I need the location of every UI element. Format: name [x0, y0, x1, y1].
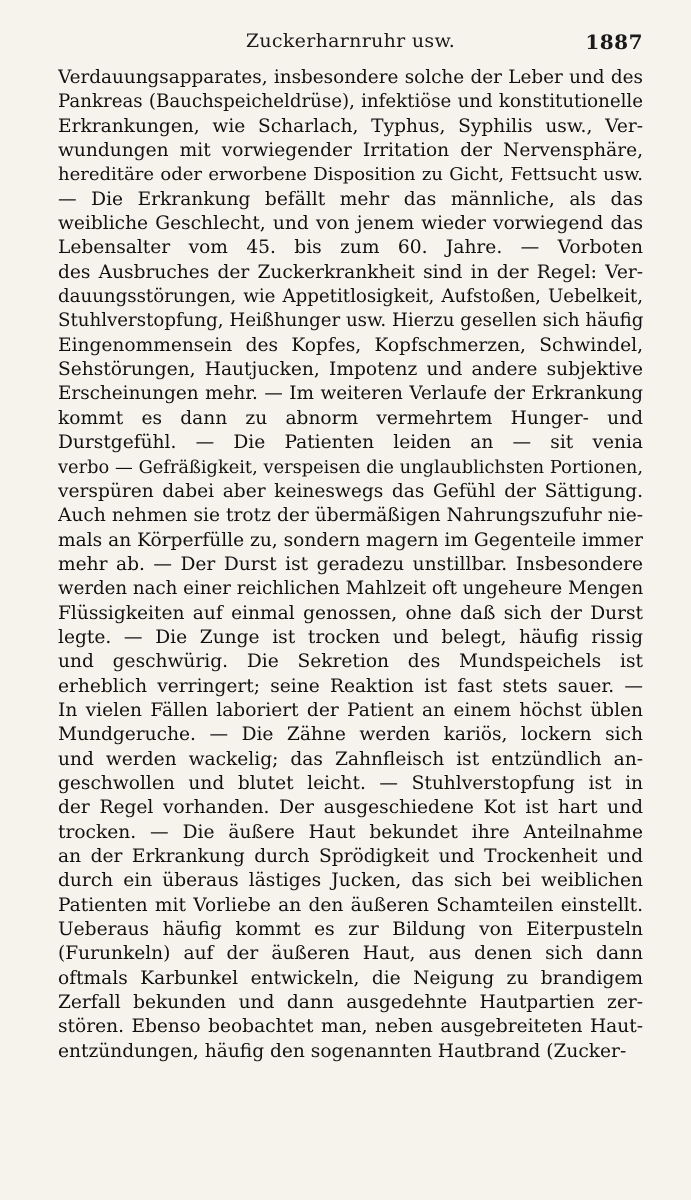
running-header [58, 30, 643, 58]
text-line: Eingenommensein des Kopfes, Kopfschmerzen, Schwindel, [58, 334, 643, 356]
body-text [58, 66, 643, 1064]
text-line: Durstgefühl. — Die Patienten leiden an — sit venia [58, 432, 643, 454]
text-line: — Die Erkrankung befällt mehr das männliche, als das [58, 188, 643, 210]
text-line: Flüssigkeiten auf einmal genossen, ohne daß sich der Durst [58, 602, 643, 624]
text-line: legte. — Die Zunge ist trocken und belegt, häufig rissig [58, 626, 643, 648]
text-line: Auch nehmen sie trotz der übermäßigen Nahrungszufuhr nie- [58, 505, 643, 527]
text-line: Erscheinungen mehr. — Im weiteren Verlaufe der Erkrankung [58, 383, 643, 405]
text-line: der Regel vorhanden. Der ausgeschiedene Kot ist hart und [58, 797, 643, 819]
text-line: durch ein überaus lästiges Jucken, das sich bei weiblichen [58, 870, 643, 892]
text-line: Mundgeruche. — Die Zähne werden kariös, lockern sich [58, 724, 643, 746]
page-number: 1887 [585, 30, 643, 54]
text-line: Sehstörungen, Hautjucken, Impotenz und andere subjektive [58, 359, 643, 381]
text-line: Lebensalter vom 45. bis zum 60. Jahre. — Vorboten [58, 237, 643, 259]
text-line: kommt es dann zu abnorm vermehrtem Hunger- und [58, 407, 643, 429]
text-line: an der Erkrankung durch Sprödigkeit und Trockenheit und [58, 846, 643, 867]
running-title: Zuckerharnruhr usw. [245, 30, 456, 52]
text-line: entzündungen, häufig den sogenannten Hautbrand (Zucker- [58, 1040, 627, 1062]
text-line: Erkrankungen, wie Scharlach, Typhus, Syphilis usw., Ver- [58, 115, 643, 137]
text-line: mehr ab. — Der Durst ist geradezu unstillbar. Insbesondere [58, 553, 643, 575]
text-line: Stuhlverstopfung, Heißhunger usw. Hierzu gesellen sich häufig [58, 310, 643, 332]
text-line: mals an Körperfülle zu, sondern magern im Gegenteile immer [58, 529, 643, 551]
text-line: Ueberaus häufig kommt es zur Bildung von Eiterpusteln [58, 919, 643, 941]
text-line: Patienten mit Vorliebe an den äußeren Schamteilen einstellt. [58, 894, 643, 916]
text-line: Zerfall bekunden und dann ausgedehnte Hautpartien zer- [58, 992, 643, 1014]
text-line: verspüren dabei aber keineswegs das Gefühl der Sättigung. [58, 480, 643, 502]
text-line: erheblich verringert; seine Reaktion ist fast stets sauer. — [58, 675, 643, 697]
text-line: und geschwürig. Die Sekretion des Mundspeichels ist [58, 651, 643, 673]
text-line: geschwollen und blutet leicht. — Stuhlverstopfung ist in [58, 772, 643, 794]
text-line: Pankreas (Bauchspeicheldrüse), infektiöse und konstitutionelle [58, 91, 643, 113]
text-line: In vielen Fällen laboriert der Patient an einem höchst üblen [58, 699, 643, 721]
text-line: werden nach einer reichlichen Mahlzeit oft ungeheure Mengen [58, 578, 643, 600]
text-line: verbo — Gefräßigkeit, verspeisen die unglaublichsten Portionen, [58, 456, 643, 478]
text-line: (Furunkeln) auf der äußeren Haut, aus denen sich dann [58, 943, 643, 965]
text-line: wundungen mit vorwiegender Irritation der Nervensphäre, [58, 140, 643, 162]
text-line: hereditäre oder erworbene Disposition zu Gicht, Fettsucht usw. [58, 164, 643, 186]
text-line: des Ausbruches der Zuckerkrankheit sind in der Regel: Ver- [58, 261, 643, 283]
text-line: Verdauungsapparates, insbesondere solche der Leber und des [58, 67, 643, 88]
text-line: stören. Ebenso beobachtet man, neben ausgebreiteten Haut- [58, 1016, 643, 1038]
text-line: und werden wackelig; das Zahnfleisch ist entzündlich an- [58, 748, 643, 770]
text-line: trocken. — Die äußere Haut bekundet ihre Anteilnahme [58, 821, 643, 843]
text-line: weibliche Geschlecht, und von jenem wieder vorwiegend das [58, 213, 643, 235]
text-line: oftmals Karbunkel entwickeln, die Neigung zu brandigem [58, 967, 643, 989]
text-line: dauungsstörungen, wie Appetitlosigkeit, Aufstoßen, Uebelkeit, [58, 286, 643, 308]
